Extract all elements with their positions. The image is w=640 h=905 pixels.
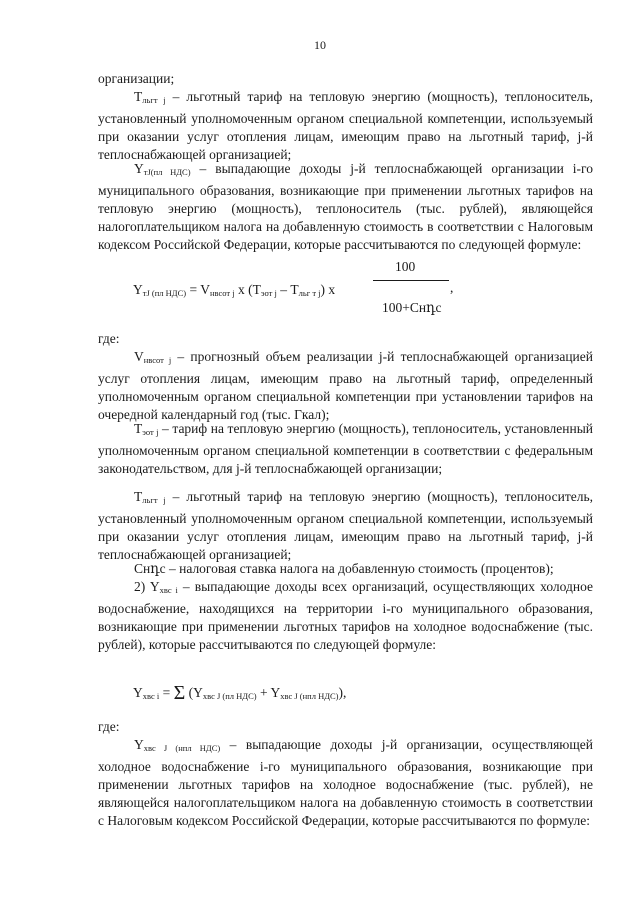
formula-2-close: ), [338, 685, 347, 700]
symbol: Т [134, 89, 143, 104]
formula-1-comma: , [450, 280, 454, 295]
formula-1-numerator: 100 [395, 259, 416, 274]
symbol: V [134, 349, 144, 364]
paragraph-y-xvs-def [98, 578, 593, 654]
paragraph-continuation [98, 70, 593, 88]
where-label-2 [98, 718, 593, 736]
definition-text: – выпадающие доходы всех организаций, осуществляющих холодное водоснабжение, находящихся на территории i-го муниципального образования, возникающие при применении льготных тарифов на холодное водоснабжение (тыс. рублей), которые рассчитываются по следующей формуле: [98, 579, 593, 652]
formula-2-lhs-subscript: хвс i [142, 691, 160, 701]
paragraph-snds-def [98, 560, 593, 578]
paragraph-v-def [98, 348, 593, 424]
formula-1-v-subscript: нвсот j [209, 288, 235, 298]
formula-2-equals: = [159, 685, 174, 700]
definition-text: – льготный тариф на тепловую энергию (мощность), теплоноситель, установленный уполномоченным органом специальной компетенции, используемый при оказании услуг отопления лицам, имеющим право на льготный тариф, j-й теплоснабжающей организацией; [98, 89, 593, 162]
formula-1-lhs-subscript: тJ (пл НДС) [142, 288, 187, 298]
paragraph-t-eot-def [98, 420, 593, 478]
definition-text: – льготный тариф на тепловую энергию (мощность), теплоноситель, установленный уполномоченным органом специальной компетенции, используемый при оказании услуг отопления лицам, имеющим право на льготный тариф, j-й теплоснабжающей организацией; [98, 489, 593, 562]
formula-1-t1-subscript: эот j [260, 288, 277, 298]
formula-1-denominator: 100+Снդс [382, 300, 442, 315]
definition-text: – выпадающие доходы j-й организации, осуществляющей холодное водоснабжение i-го муниципального образования, возникающие при применении льготных тарифов на холодное водоснабжение (тыс. рублей), не являющейся налогоплательщиком налога на добавленную стоимость в соответствии с Налоговым кодексом Российской Федерации, которые рассчитываются по формуле: [98, 737, 594, 828]
formula-1-lhs-symbol: Y [133, 282, 143, 297]
symbol-subscript: льгт j [142, 95, 166, 105]
where-label-2-text: где: [98, 719, 120, 734]
formula-1-t2-subscript: льг т j [298, 288, 321, 298]
symbol-subscript: нвсот j [143, 355, 172, 365]
symbol: Т [134, 489, 143, 504]
formula-1-times-2: ) x [320, 282, 336, 297]
formula-1-equals: = V [186, 282, 210, 297]
symbol: Y [134, 737, 144, 752]
symbol-subscript: тJ(пл НДС) [143, 167, 191, 177]
formula-1-minus: – Т [276, 282, 299, 297]
page-number: 10 [314, 38, 326, 52]
symbol-subscript: хвс i [159, 585, 178, 595]
formula-2-sigma: Σ [173, 682, 186, 704]
symbol-subscript: хвс J (нпл НДС) [143, 743, 221, 753]
formula-2-term1-subscript: хвс J (пл НДС) [202, 691, 257, 701]
formula-1-fraction-bar [373, 280, 449, 281]
definition-text: – тариф на тепловую энергию (мощность), теплоноситель, установленный уполномоченным органом специальной компетенции в соответствии с федеральным законодательством, для j-й теплоснабжающей организации; [98, 421, 593, 476]
symbol: Y [134, 161, 144, 176]
symbol: Т [134, 421, 143, 436]
snds-def-text: Снդс – налоговая ставка налога на добавленную стоимость (процентов); [134, 561, 554, 576]
definition-text: – выпадающие доходы j-й теплоснабжающей организации i-го муниципального образования, возникающие при применении льготных тарифов на тепловую энергию (мощность), теплоноситель (тыс. рублей), являющейся налогоплательщиком налога на добавленную стоимость в соответствии с Налоговым кодексом Российской Федерации, которые рассчитываются по следующей формуле: [98, 161, 593, 252]
where-label-1 [98, 330, 593, 348]
paragraph-y-xvs-npl-def [98, 736, 593, 830]
symbol-subscript: льгт j [142, 495, 166, 505]
formula-2 [133, 682, 346, 705]
list-number-symbol: 2) Y [134, 579, 160, 594]
paragraph-continuation-text: организации; [98, 71, 175, 86]
formula-2-open: (Y [185, 685, 203, 700]
formula-1-times-1: x (Т [234, 282, 261, 297]
paragraph-y-t-def [98, 160, 593, 254]
paragraph-t-lgot-def-2 [98, 488, 593, 564]
formula-1-main [133, 282, 335, 298]
symbol-subscript: эот j [142, 427, 159, 437]
formula-2-plus: + Y [256, 685, 281, 700]
where-label-1-text: где: [98, 331, 120, 346]
paragraph-t-lgot-def [98, 88, 593, 164]
formula-2-term2-subscript: хвс J (нпл НДС) [280, 691, 339, 701]
formula-2-lhs-symbol: Y [133, 685, 143, 700]
definition-text: – прогнозный объем реализации j-й теплоснабжающей организацией услуг отопления лицам, имеющим право на льготный тариф, определенный уполномоченным органом специальной компетенции при установлении тарифов на очередной календарный год (тыс. Гкал); [98, 349, 593, 422]
